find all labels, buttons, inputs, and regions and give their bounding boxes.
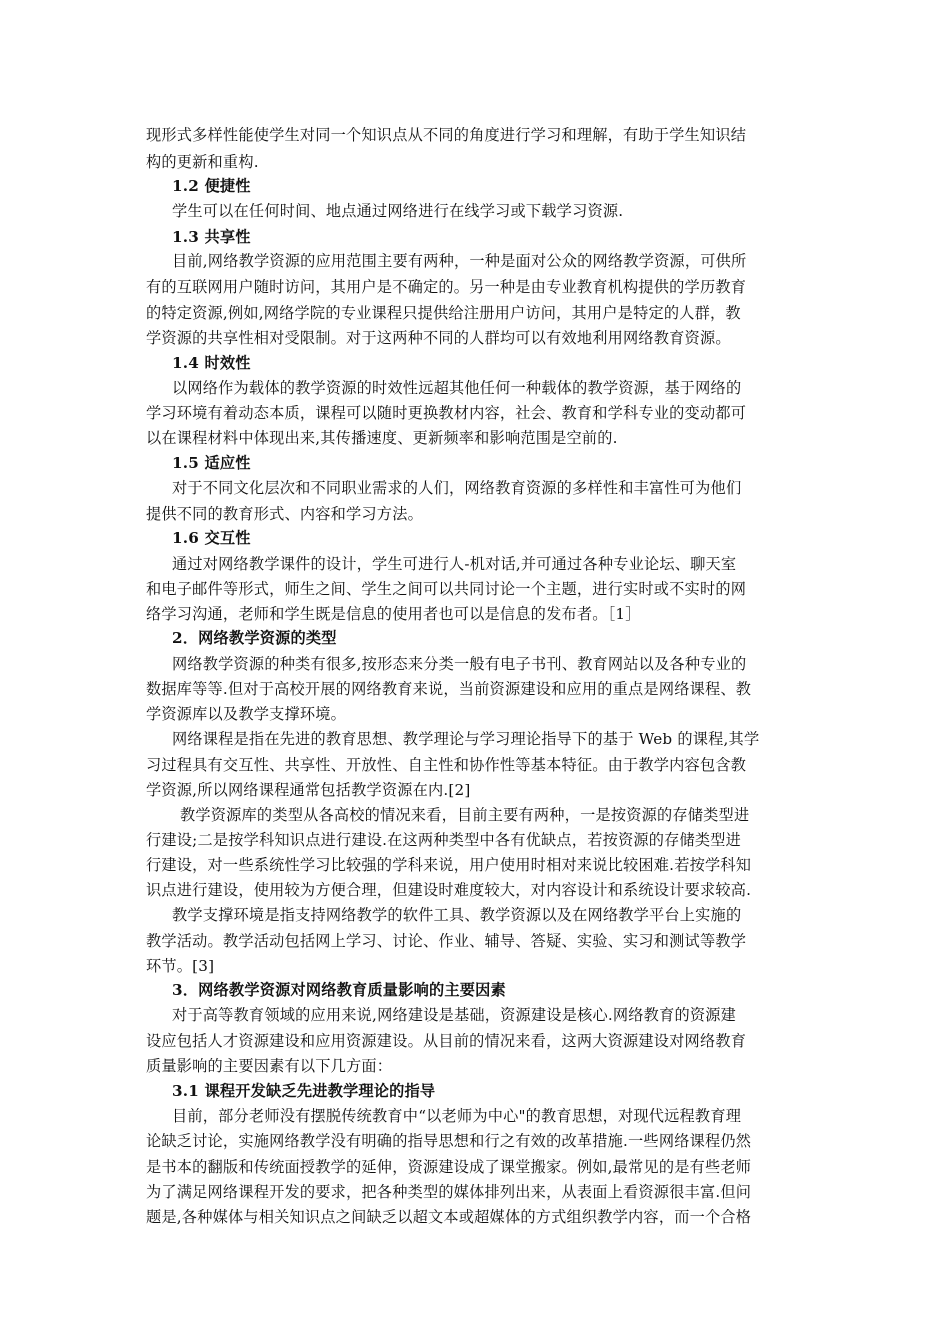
text-line: 学习环境有着动态本质，课程可以随时更换教材内容，社会、教育和学科专业的变动都可 xyxy=(146,404,747,422)
text-line: 质量影响的主要因素有以下几方面： xyxy=(146,1057,393,1075)
text-line: 提供不同的教育形式、内容和学习方法。 xyxy=(146,505,423,523)
text-line: 为了满足网络课程开发的要求，把各种类型的媒体排列出来，从表面上看资源很丰富.但问 xyxy=(146,1183,752,1201)
text-line: 行建设，对一些系统性学习比较强的学科来说，用户使用时相对来说比较困难.若按学科知 xyxy=(146,856,752,874)
text-line: 现形式多样性能使学生对同一个知识点从不同的角度进行学习和理解，有助于学生知识结 xyxy=(146,126,747,144)
text-line: 有的互联网用户随时访问，其用户是不确定的。另一种是由专业教育机构提供的学历教育 xyxy=(146,278,747,296)
text-line: 环节。[3] xyxy=(146,957,215,975)
text-line: 的特定资源,例如,网络学院的专业课程只提供给注册用户访问，其用户是特定的人群，教 xyxy=(146,304,741,322)
text-line: 目前,网络教学资源的应用范围主要有两种，一种是面对公众的网络教学资源，可供所 xyxy=(172,252,747,270)
section-heading: 3.1 课程开发缺乏先进教学理论的指导 xyxy=(172,1082,436,1100)
text-line: 题是,各种媒体与相关知识点之间缺乏以超文本或超媒体的方式组织教学内容，而一个合格 xyxy=(146,1208,752,1226)
text-line: 教学活动。教学活动包括网上学习、讨论、作业、辅导、答疑、实验、实习和测试等教学 xyxy=(146,932,747,950)
section-heading: 2．网络教学资源的类型 xyxy=(172,629,337,647)
section-heading: 1.2 便捷性 xyxy=(172,177,251,195)
text-line: 以网络作为载体的教学资源的时效性远超其他任何一种载体的教学资源，基于网络的 xyxy=(172,379,742,397)
text-line: 网络教学资源的种类有很多,按形态来分类一般有电子书刊、教育网站以及各种专业的 xyxy=(172,655,747,673)
text-line: 论缺乏讨论，实施网络教学没有明确的指导思想和行之有效的改革措施.一些网络课程仍然 xyxy=(146,1132,752,1150)
text-line: 识点进行建设，使用较为方便合理，但建设时难度较大，对内容设计和系统设计要求较高. xyxy=(146,881,752,899)
text-line: 数据库等等.但对于高校开展的网络教育来说，当前资源建设和应用的重点是网络课程、教 xyxy=(146,680,752,698)
text-line: 设应包括人才资源建设和应用资源建设。从目前的情况来看，这两大资源建设对网络教育 xyxy=(146,1032,747,1050)
text-line: 和电子邮件等形式，师生之间、学生之间可以共同讨论一个主题，进行实时或不实时的网 xyxy=(146,580,747,598)
text-line: 对于不同文化层次和不同职业需求的人们，网络教育资源的多样性和丰富性可为他们 xyxy=(172,479,742,497)
section-heading: 1.3 共享性 xyxy=(172,228,251,246)
text-line: 以在课程材料中体现出来,其传播速度、更新频率和影响范围是空前的. xyxy=(146,429,618,447)
text-line: 通过对网络教学课件的设计，学生可进行人-机对话,并可通过各种专业论坛、聊天室 xyxy=(172,555,737,573)
text-line: 对于高等教育领域的应用来说,网络建设是基础，资源建设是核心.网络教育的资源建 xyxy=(172,1006,737,1024)
text-line: 学资源库以及教学支撑环境。 xyxy=(146,705,347,723)
text-line: 络学习沟通，老师和学生既是信息的使用者也可以是信息的发布者。［1］ xyxy=(146,605,641,623)
text-line: 学生可以在任何时间、地点通过网络进行在线学习或下载学习资源. xyxy=(172,202,624,220)
text-line: 行建设;二是按学科知识点进行建设.在这两种类型中各有优缺点，若按资源的存储类型进 xyxy=(146,831,742,849)
text-line: 教学资源库的类型从各高校的情况来看，目前主要有两种，一是按资源的存储类型进 xyxy=(180,806,750,824)
section-heading: 1.5 适应性 xyxy=(172,454,251,472)
text-line: 网络课程是指在先进的教育思想、教学理论与学习理论指导下的基于 Web 的课程,其学 xyxy=(172,730,760,748)
section-heading: 1.4 时效性 xyxy=(172,354,251,372)
text-line: 构的更新和重构. xyxy=(146,153,259,171)
text-line: 教学支撑环境是指支持网络教学的软件工具、教学资源以及在网络教学平台上实施的 xyxy=(172,906,742,924)
text-line: 是书本的翻版和传统面授教学的延伸，资源建设成了课堂搬家。例如,最常见的是有些老师 xyxy=(146,1158,752,1176)
text-line: 学资源,所以网络课程通常包括教学资源在内.[2] xyxy=(146,781,471,799)
section-heading: 1.6 交互性 xyxy=(172,529,251,547)
text-line: 习过程具有交互性、共享性、开放性、自主性和协作性等基本特征。由于教学内容包含教 xyxy=(146,756,747,774)
section-heading: 3．网络教学资源对网络教育质量影响的主要因素 xyxy=(172,981,506,999)
text-line: 目前，部分老师没有摆脱传统教育中“以老师为中心"的教育思想，对现代远程教育理 xyxy=(172,1107,742,1125)
text-line: 学资源的共享性相对受限制。对于这两种不同的人群均可以有效地利用网络教育资源。 xyxy=(146,329,731,347)
